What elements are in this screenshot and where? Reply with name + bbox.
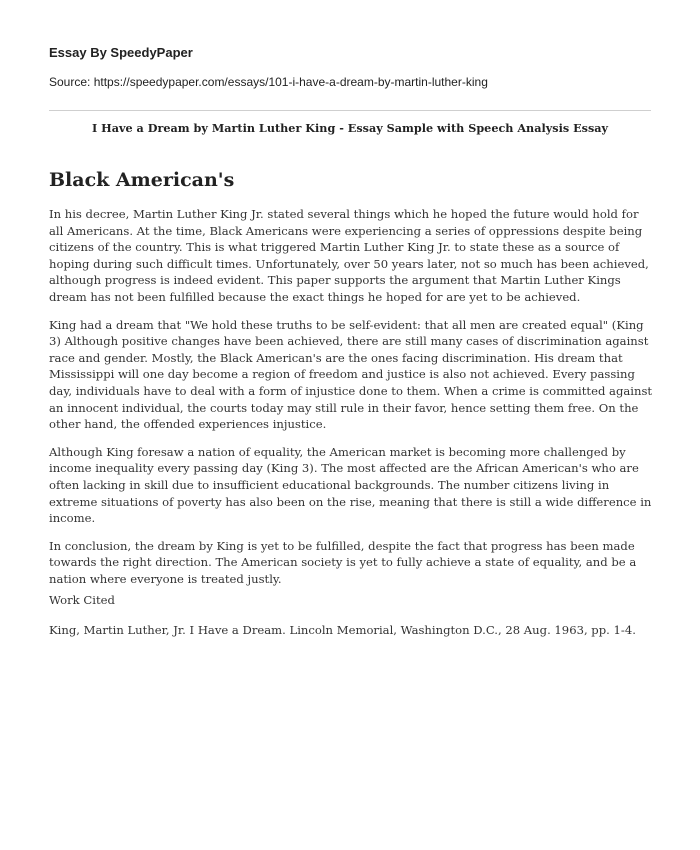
citation: King, Martin Luther, Jr. I Have a Dream. Lincoln Memorial, Washington D.C., 28 Aug. 1963, pp. 1-4. xyxy=(49,623,636,637)
works-cited-title: Work Cited xyxy=(49,593,115,607)
paragraph: In his decree, Martin Luther King Jr. stated several things which he hoped the future would hold for all Americans. At the time, Black Americans were experiencing a series of oppressions despite being citizens of the country. This is what triggered Martin Luther King Jr. to state these as a source of hoping during such difficult times. Unfortunately, over 50 years later, not so much has been achieved, although progress is indeed evident. This paper supports the argument that Martin Luther Kings dream has not been fulfilled because the exact things he hoped for are yet to be achieved. xyxy=(49,207,649,304)
divider xyxy=(49,110,651,111)
brand-title: Essay By SpeedyPaper xyxy=(49,45,193,60)
essay-body xyxy=(49,206,655,598)
paragraph: Although King foresaw a nation of equality, the American market is becoming more challenged by income inequality every passing day (King 3). The most affected are the African American's who are often lacking in skill due to insufficient educational backgrounds. The number citizens living in extreme situations of poverty has also been on the rise, meaning that there is still a wide difference in income. xyxy=(49,444,652,526)
section-heading: Black American's xyxy=(49,169,235,191)
essay-title: I Have a Dream by Martin Luther King - Essay Sample with Speech Analysis Essay xyxy=(91,121,609,135)
source-url: Source: https://speedypaper.com/essays/101-i-have-a-dream-by-martin-luther-king xyxy=(49,75,488,89)
paragraph: In conclusion, the dream by King is yet to be fulfilled, despite the fact that progress has been made towards the right direction. The American society is yet to fully achieve a state of equality, and be a nation where everyone is treated justly. xyxy=(49,538,637,586)
paragraph: King had a dream that "We hold these truths to be self-evident: that all men are created equal" (King 3) Although positive changes have been achieved, there are still many cases of discrimination against race and gender. Mostly, the Black American's are the ones facing discrimination. His dream that Mississippi will one day become a region of freedom and justice is also not achieved. Every passing day, individuals have to deal with a form of injustice done to them. When a crime is committed against an innocent individual, the courts today may still rule in their favor, hence setting them free. On the other hand, the offended experiences injustice. xyxy=(49,317,653,432)
